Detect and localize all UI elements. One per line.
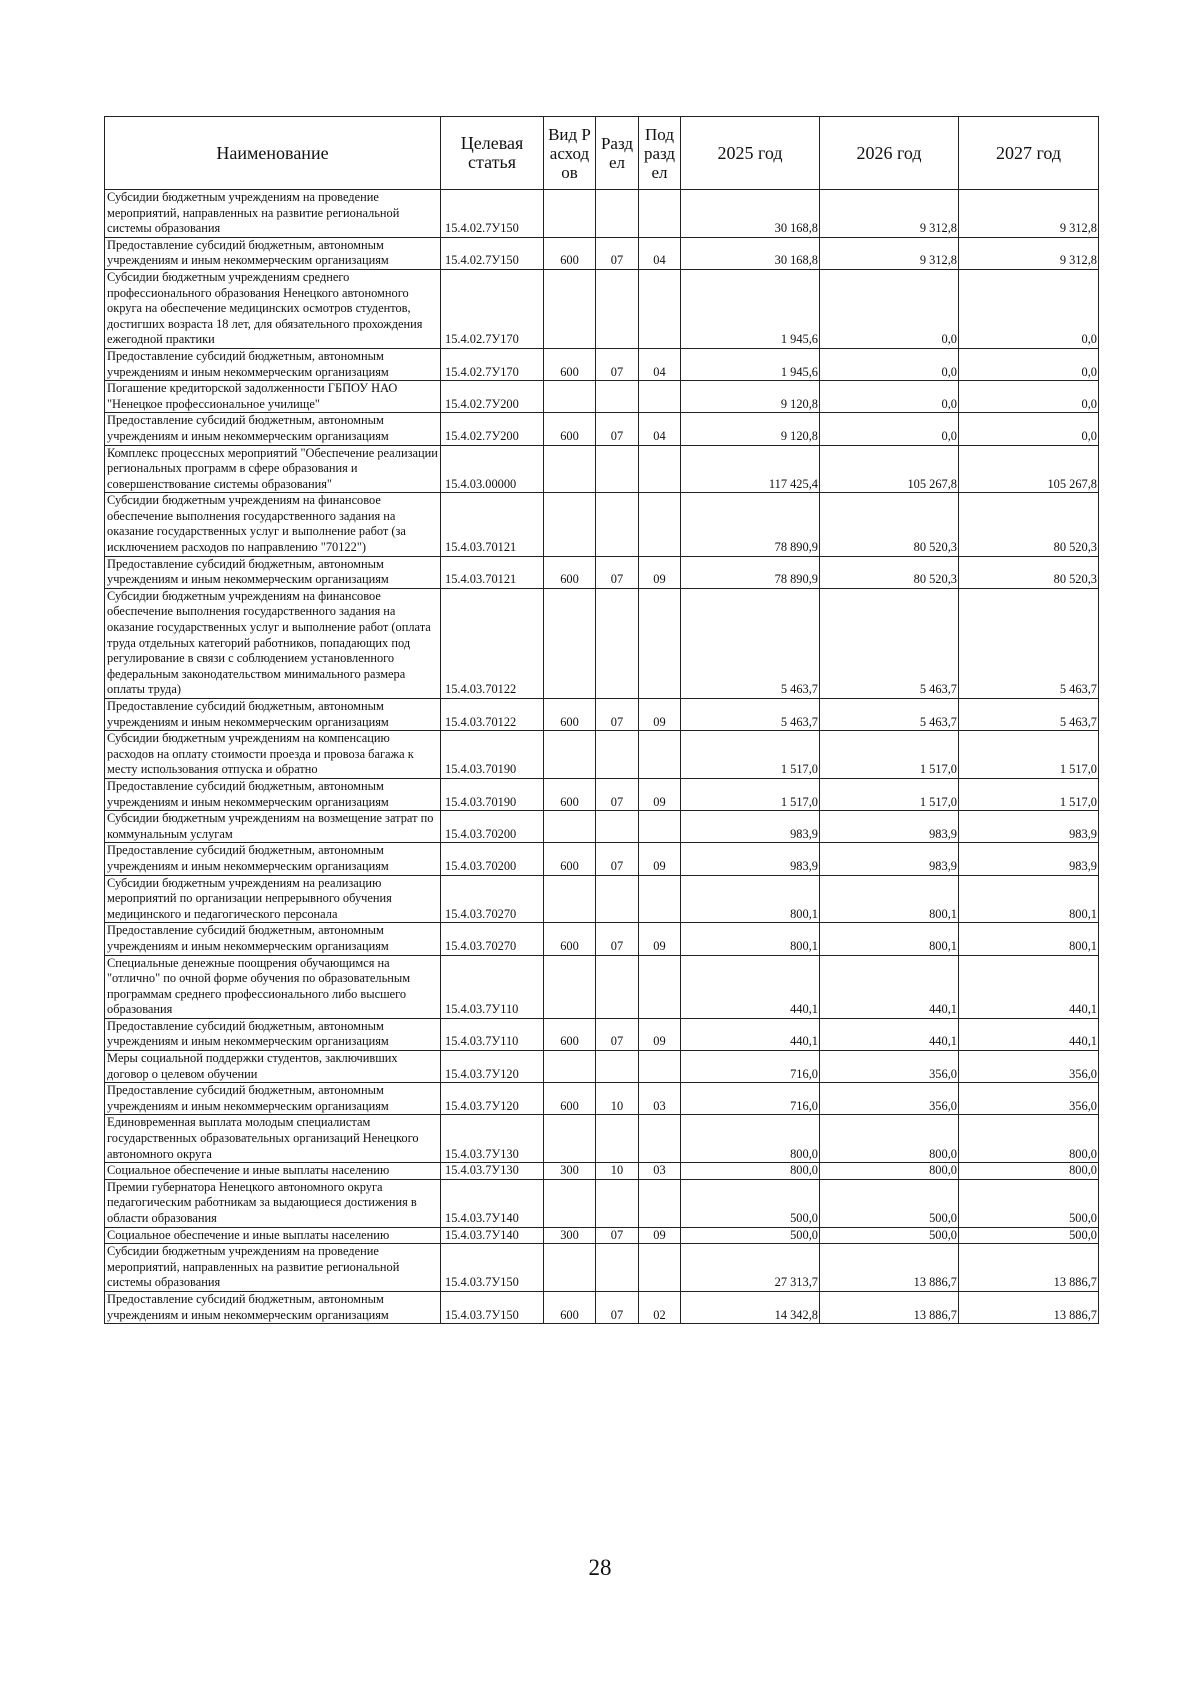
row-2027: 80 520,3 bbox=[959, 556, 1099, 588]
row-2026: 356,0 bbox=[820, 1051, 959, 1083]
row-2027: 500,0 bbox=[959, 1227, 1099, 1244]
table-row bbox=[105, 1115, 1099, 1163]
row-podrazdel: 03 bbox=[639, 1163, 681, 1180]
row-2026: 5 463,7 bbox=[820, 699, 959, 731]
row-2026: 105 267,8 bbox=[820, 445, 959, 493]
row-name: Предоставление субсидий бюджетным, автономным учреждениям и иным некоммерческим организациям bbox=[105, 778, 441, 810]
row-2026: 0,0 bbox=[820, 413, 959, 445]
row-podrazdel: 03 bbox=[639, 1083, 681, 1115]
header-2027: 2027 год bbox=[959, 117, 1099, 190]
header-razdel: Раздел bbox=[596, 117, 639, 190]
row-2027: 800,0 bbox=[959, 1163, 1099, 1180]
row-2027: 983,9 bbox=[959, 843, 1099, 875]
row-name: Премии губернатора Ненецкого автономного округа педагогическим работникам за выдающиеся достижения в области образования bbox=[105, 1179, 441, 1227]
row-2026: 13 886,7 bbox=[820, 1244, 959, 1292]
table-row bbox=[105, 269, 1099, 348]
row-vid: 600 bbox=[544, 1291, 596, 1323]
row-razdel bbox=[596, 875, 639, 923]
row-2027: 800,1 bbox=[959, 923, 1099, 955]
row-target: 15.4.03.70122 bbox=[441, 699, 544, 731]
row-2027: 13 886,7 bbox=[959, 1244, 1099, 1292]
row-vid: 600 bbox=[544, 1018, 596, 1050]
row-2026: 800,0 bbox=[820, 1163, 959, 1180]
row-target: 15.4.03.70190 bbox=[441, 778, 544, 810]
row-vid bbox=[544, 1115, 596, 1163]
row-target: 15.4.03.70200 bbox=[441, 811, 544, 843]
row-2027: 983,9 bbox=[959, 811, 1099, 843]
row-2025: 30 168,8 bbox=[681, 190, 820, 238]
row-razdel: 07 bbox=[596, 1291, 639, 1323]
row-2027: 9 312,8 bbox=[959, 237, 1099, 269]
header-name: Наименование bbox=[105, 117, 441, 190]
row-2026: 500,0 bbox=[820, 1227, 959, 1244]
table-row bbox=[105, 955, 1099, 1018]
row-name: Меры социальной поддержки студентов, заключивших договор о целевом обучении bbox=[105, 1051, 441, 1083]
row-vid bbox=[544, 1179, 596, 1227]
row-podrazdel: 09 bbox=[639, 699, 681, 731]
row-target: 15.4.03.7У110 bbox=[441, 1018, 544, 1050]
row-2025: 500,0 bbox=[681, 1227, 820, 1244]
row-2026: 0,0 bbox=[820, 269, 959, 348]
row-podrazdel: 04 bbox=[639, 348, 681, 380]
row-2025: 440,1 bbox=[681, 1018, 820, 1050]
row-vid bbox=[544, 269, 596, 348]
row-name: Субсидии бюджетным учреждениям среднего профессионального образования Ненецкого автономного округа на обеспечение медицинских осмотров студентов, достигших возраста 18 лет, для обязательного прохождения ежегодной практики bbox=[105, 269, 441, 348]
row-2027: 1 517,0 bbox=[959, 731, 1099, 779]
row-vid: 600 bbox=[544, 843, 596, 875]
row-2027: 0,0 bbox=[959, 413, 1099, 445]
row-vid bbox=[544, 381, 596, 413]
row-podrazdel bbox=[639, 1244, 681, 1292]
row-razdel bbox=[596, 1244, 639, 1292]
row-razdel bbox=[596, 1179, 639, 1227]
row-razdel bbox=[596, 811, 639, 843]
row-2025: 800,1 bbox=[681, 923, 820, 955]
row-podrazdel: 09 bbox=[639, 843, 681, 875]
table-row bbox=[105, 699, 1099, 731]
row-target: 15.4.03.70121 bbox=[441, 493, 544, 556]
row-2025: 1 945,6 bbox=[681, 269, 820, 348]
page-number: 28 bbox=[588, 1555, 612, 1580]
row-2025: 78 890,9 bbox=[681, 493, 820, 556]
row-podrazdel: 04 bbox=[639, 413, 681, 445]
row-2026: 13 886,7 bbox=[820, 1291, 959, 1323]
row-2027: 0,0 bbox=[959, 269, 1099, 348]
row-name: Предоставление субсидий бюджетным, автономным учреждениям и иным некоммерческим организациям bbox=[105, 923, 441, 955]
row-2027: 356,0 bbox=[959, 1083, 1099, 1115]
row-2026: 80 520,3 bbox=[820, 493, 959, 556]
row-podrazdel: 02 bbox=[639, 1291, 681, 1323]
row-podrazdel bbox=[639, 731, 681, 779]
row-vid bbox=[544, 731, 596, 779]
row-vid: 600 bbox=[544, 778, 596, 810]
row-2025: 30 168,8 bbox=[681, 237, 820, 269]
row-2027: 800,0 bbox=[959, 1115, 1099, 1163]
row-target: 15.4.03.70200 bbox=[441, 843, 544, 875]
row-podrazdel bbox=[639, 588, 681, 698]
header-target: Целевая статья bbox=[441, 117, 544, 190]
row-2025: 983,9 bbox=[681, 811, 820, 843]
row-name: Предоставление субсидий бюджетным, автономным учреждениям и иным некоммерческим организациям bbox=[105, 1083, 441, 1115]
row-podrazdel bbox=[639, 1115, 681, 1163]
row-2026: 0,0 bbox=[820, 381, 959, 413]
row-2027: 9 312,8 bbox=[959, 190, 1099, 238]
table-row bbox=[105, 1083, 1099, 1115]
table-row bbox=[105, 1163, 1099, 1180]
row-podrazdel bbox=[639, 811, 681, 843]
row-2026: 983,9 bbox=[820, 811, 959, 843]
row-2026: 5 463,7 bbox=[820, 588, 959, 698]
row-podrazdel bbox=[639, 493, 681, 556]
row-vid bbox=[544, 445, 596, 493]
row-vid bbox=[544, 1051, 596, 1083]
row-2026: 800,1 bbox=[820, 875, 959, 923]
row-target: 15.4.03.7У140 bbox=[441, 1227, 544, 1244]
row-2025: 9 120,8 bbox=[681, 413, 820, 445]
row-razdel: 07 bbox=[596, 778, 639, 810]
row-2025: 716,0 bbox=[681, 1051, 820, 1083]
row-target: 15.4.02.7У200 bbox=[441, 381, 544, 413]
row-2026: 9 312,8 bbox=[820, 237, 959, 269]
row-name: Предоставление субсидий бюджетным, автономным учреждениям и иным некоммерческим организациям bbox=[105, 1018, 441, 1050]
row-razdel: 07 bbox=[596, 413, 639, 445]
row-2027: 1 517,0 bbox=[959, 778, 1099, 810]
row-razdel bbox=[596, 445, 639, 493]
row-name: Социальное обеспечение и иные выплаты населению bbox=[105, 1227, 441, 1244]
row-2025: 5 463,7 bbox=[681, 699, 820, 731]
header-vid: Вид Расходов bbox=[544, 117, 596, 190]
row-vid bbox=[544, 493, 596, 556]
row-name: Предоставление субсидий бюджетным, автономным учреждениям и иным некоммерческим организациям bbox=[105, 348, 441, 380]
row-razdel: 07 bbox=[596, 923, 639, 955]
row-2025: 500,0 bbox=[681, 1179, 820, 1227]
row-name: Субсидии бюджетным учреждениям на финансовое обеспечение выполнения государственного задания на оказание государственных услуг и выполнение работ (за исключением расходов по направлению "70122") bbox=[105, 493, 441, 556]
table-row bbox=[105, 445, 1099, 493]
table-row bbox=[105, 1291, 1099, 1323]
row-target: 15.4.03.70190 bbox=[441, 731, 544, 779]
row-razdel bbox=[596, 381, 639, 413]
row-razdel: 07 bbox=[596, 237, 639, 269]
header-2026: 2026 год bbox=[820, 117, 959, 190]
row-2026: 800,1 bbox=[820, 923, 959, 955]
row-2027: 500,0 bbox=[959, 1179, 1099, 1227]
row-vid bbox=[544, 811, 596, 843]
row-razdel: 07 bbox=[596, 843, 639, 875]
table-row bbox=[105, 413, 1099, 445]
row-podrazdel: 09 bbox=[639, 923, 681, 955]
row-2025: 78 890,9 bbox=[681, 556, 820, 588]
row-vid bbox=[544, 955, 596, 1018]
row-2026: 500,0 bbox=[820, 1179, 959, 1227]
table-header-row bbox=[105, 117, 1099, 190]
table-row bbox=[105, 923, 1099, 955]
row-podrazdel: 09 bbox=[639, 1227, 681, 1244]
row-2027: 5 463,7 bbox=[959, 588, 1099, 698]
row-razdel bbox=[596, 493, 639, 556]
row-vid: 600 bbox=[544, 348, 596, 380]
row-name: Субсидии бюджетным учреждениям на возмещение затрат по коммунальным услугам bbox=[105, 811, 441, 843]
row-razdel bbox=[596, 1115, 639, 1163]
row-razdel: 07 bbox=[596, 348, 639, 380]
row-2027: 800,1 bbox=[959, 875, 1099, 923]
row-razdel: 07 bbox=[596, 1018, 639, 1050]
row-vid bbox=[544, 1244, 596, 1292]
row-podrazdel: 09 bbox=[639, 778, 681, 810]
row-2025: 800,0 bbox=[681, 1163, 820, 1180]
row-name: Субсидии бюджетным учреждениям на финансовое обеспечение выполнения государственного задания на оказание государственных услуг и выполнение работ (оплата труда отдельных категорий работников, попадающих под регулирование в связи с соблюдением установленного федеральным законодательством минимального размера оплаты труда) bbox=[105, 588, 441, 698]
row-vid: 300 bbox=[544, 1227, 596, 1244]
row-name: Предоставление субсидий бюджетным, автономным учреждениям и иным некоммерческим организациям bbox=[105, 237, 441, 269]
row-target: 15.4.03.7У130 bbox=[441, 1163, 544, 1180]
row-vid: 600 bbox=[544, 237, 596, 269]
row-2026: 983,9 bbox=[820, 843, 959, 875]
table-row bbox=[105, 493, 1099, 556]
row-razdel: 10 bbox=[596, 1083, 639, 1115]
row-razdel bbox=[596, 190, 639, 238]
row-2027: 440,1 bbox=[959, 1018, 1099, 1050]
row-podrazdel bbox=[639, 1179, 681, 1227]
row-2026: 9 312,8 bbox=[820, 190, 959, 238]
row-target: 15.4.03.70270 bbox=[441, 875, 544, 923]
table-row bbox=[105, 588, 1099, 698]
row-target: 15.4.02.7У170 bbox=[441, 269, 544, 348]
row-razdel: 10 bbox=[596, 1163, 639, 1180]
row-name: Предоставление субсидий бюджетным, автономным учреждениям и иным некоммерческим организациям bbox=[105, 556, 441, 588]
row-vid: 600 bbox=[544, 699, 596, 731]
row-name: Комплекс процессных мероприятий "Обеспечение реализации региональных программ в сфере образования и совершенствование системы образования" bbox=[105, 445, 441, 493]
row-name: Субсидии бюджетным учреждениям на проведение мероприятий, направленных на развитие региональной системы образования bbox=[105, 190, 441, 238]
row-vid: 600 bbox=[544, 413, 596, 445]
row-2027: 0,0 bbox=[959, 381, 1099, 413]
row-2027: 80 520,3 bbox=[959, 493, 1099, 556]
row-2027: 356,0 bbox=[959, 1051, 1099, 1083]
row-razdel: 07 bbox=[596, 699, 639, 731]
row-2025: 27 313,7 bbox=[681, 1244, 820, 1292]
row-podrazdel bbox=[639, 269, 681, 348]
row-2026: 1 517,0 bbox=[820, 778, 959, 810]
table-row bbox=[105, 348, 1099, 380]
row-2026: 440,1 bbox=[820, 1018, 959, 1050]
row-name: Специальные денежные поощрения обучающимся на "отлично" по очной форме обучения по образовательным программам среднего профессионального либо высшего образования bbox=[105, 955, 441, 1018]
row-2027: 440,1 bbox=[959, 955, 1099, 1018]
row-2025: 1 945,6 bbox=[681, 348, 820, 380]
row-2026: 440,1 bbox=[820, 955, 959, 1018]
table-row bbox=[105, 811, 1099, 843]
row-2025: 5 463,7 bbox=[681, 588, 820, 698]
row-razdel bbox=[596, 731, 639, 779]
row-target: 15.4.03.70122 bbox=[441, 588, 544, 698]
row-razdel bbox=[596, 269, 639, 348]
table-row bbox=[105, 190, 1099, 238]
row-target: 15.4.03.7У130 bbox=[441, 1115, 544, 1163]
row-target: 15.4.03.7У150 bbox=[441, 1244, 544, 1292]
row-target: 15.4.03.7У120 bbox=[441, 1083, 544, 1115]
row-podrazdel bbox=[639, 190, 681, 238]
row-name: Социальное обеспечение и иные выплаты населению bbox=[105, 1163, 441, 1180]
row-vid: 600 bbox=[544, 923, 596, 955]
row-podrazdel bbox=[639, 445, 681, 493]
table-row bbox=[105, 237, 1099, 269]
row-podrazdel bbox=[639, 955, 681, 1018]
table-row bbox=[105, 556, 1099, 588]
row-target: 15.4.03.7У110 bbox=[441, 955, 544, 1018]
budget-table bbox=[104, 116, 1099, 1324]
row-target: 15.4.02.7У150 bbox=[441, 190, 544, 238]
row-2025: 1 517,0 bbox=[681, 731, 820, 779]
table-row bbox=[105, 843, 1099, 875]
row-2025: 716,0 bbox=[681, 1083, 820, 1115]
row-podrazdel bbox=[639, 381, 681, 413]
row-target: 15.4.03.70270 bbox=[441, 923, 544, 955]
row-vid: 600 bbox=[544, 556, 596, 588]
row-razdel bbox=[596, 1051, 639, 1083]
row-razdel: 07 bbox=[596, 556, 639, 588]
row-2025: 800,0 bbox=[681, 1115, 820, 1163]
header-podrazdel: Подраздел bbox=[639, 117, 681, 190]
row-name: Предоставление субсидий бюджетным, автономным учреждениям и иным некоммерческим организациям bbox=[105, 843, 441, 875]
row-target: 15.4.03.7У140 bbox=[441, 1179, 544, 1227]
table-row bbox=[105, 1244, 1099, 1292]
row-name: Предоставление субсидий бюджетным, автономным учреждениям и иным некоммерческим организациям bbox=[105, 413, 441, 445]
row-razdel: 07 bbox=[596, 1227, 639, 1244]
row-2026: 0,0 bbox=[820, 348, 959, 380]
row-target: 15.4.03.70121 bbox=[441, 556, 544, 588]
row-vid bbox=[544, 588, 596, 698]
row-razdel bbox=[596, 588, 639, 698]
budget-table-sheet bbox=[104, 116, 1098, 1324]
row-2026: 1 517,0 bbox=[820, 731, 959, 779]
row-target: 15.4.03.7У120 bbox=[441, 1051, 544, 1083]
table-row bbox=[105, 1227, 1099, 1244]
table-row bbox=[105, 778, 1099, 810]
row-2027: 105 267,8 bbox=[959, 445, 1099, 493]
table-row bbox=[105, 381, 1099, 413]
row-target: 15.4.02.7У170 bbox=[441, 348, 544, 380]
row-2025: 440,1 bbox=[681, 955, 820, 1018]
table-row bbox=[105, 1018, 1099, 1050]
table-row bbox=[105, 1051, 1099, 1083]
row-2025: 117 425,4 bbox=[681, 445, 820, 493]
table-row bbox=[105, 1179, 1099, 1227]
row-vid bbox=[544, 190, 596, 238]
row-2025: 983,9 bbox=[681, 843, 820, 875]
row-target: 15.4.03.7У150 bbox=[441, 1291, 544, 1323]
row-razdel bbox=[596, 955, 639, 1018]
row-name: Субсидии бюджетным учреждениям на проведение мероприятий, направленных на развитие региональной системы образования bbox=[105, 1244, 441, 1292]
row-2027: 0,0 bbox=[959, 348, 1099, 380]
row-vid: 300 bbox=[544, 1163, 596, 1180]
row-name: Погашение кредиторской задолженности ГБПОУ НАО "Ненецкое профессиональное училище" bbox=[105, 381, 441, 413]
row-name: Субсидии бюджетным учреждениям на компенсацию расходов на оплату стоимости проезда и провоза багажа к месту использования отпуска и обратно bbox=[105, 731, 441, 779]
row-2025: 9 120,8 bbox=[681, 381, 820, 413]
header-2025: 2025 год bbox=[681, 117, 820, 190]
row-vid bbox=[544, 875, 596, 923]
row-2027: 5 463,7 bbox=[959, 699, 1099, 731]
row-podrazdel bbox=[639, 875, 681, 923]
table-row bbox=[105, 731, 1099, 779]
row-podrazdel bbox=[639, 1051, 681, 1083]
row-name: Предоставление субсидий бюджетным, автономным учреждениям и иным некоммерческим организациям bbox=[105, 699, 441, 731]
row-2025: 14 342,8 bbox=[681, 1291, 820, 1323]
row-podrazdel: 09 bbox=[639, 1018, 681, 1050]
row-2025: 800,1 bbox=[681, 875, 820, 923]
row-podrazdel: 09 bbox=[639, 556, 681, 588]
table-row bbox=[105, 875, 1099, 923]
row-2027: 13 886,7 bbox=[959, 1291, 1099, 1323]
row-target: 15.4.02.7У150 bbox=[441, 237, 544, 269]
row-2026: 800,0 bbox=[820, 1115, 959, 1163]
row-name: Субсидии бюджетным учреждениям на реализацию мероприятий по организации непрерывного обучения медицинского и педагогического персонала bbox=[105, 875, 441, 923]
row-target: 15.4.03.00000 bbox=[441, 445, 544, 493]
row-podrazdel: 04 bbox=[639, 237, 681, 269]
row-2026: 80 520,3 bbox=[820, 556, 959, 588]
row-name: Единовременная выплата молодым специалистам государственных образовательных организаций Ненецкого автономного округа bbox=[105, 1115, 441, 1163]
row-2026: 356,0 bbox=[820, 1083, 959, 1115]
row-vid: 600 bbox=[544, 1083, 596, 1115]
row-2025: 1 517,0 bbox=[681, 778, 820, 810]
row-target: 15.4.02.7У200 bbox=[441, 413, 544, 445]
table-body bbox=[105, 190, 1099, 1324]
row-name: Предоставление субсидий бюджетным, автономным учреждениям и иным некоммерческим организациям bbox=[105, 1291, 441, 1323]
